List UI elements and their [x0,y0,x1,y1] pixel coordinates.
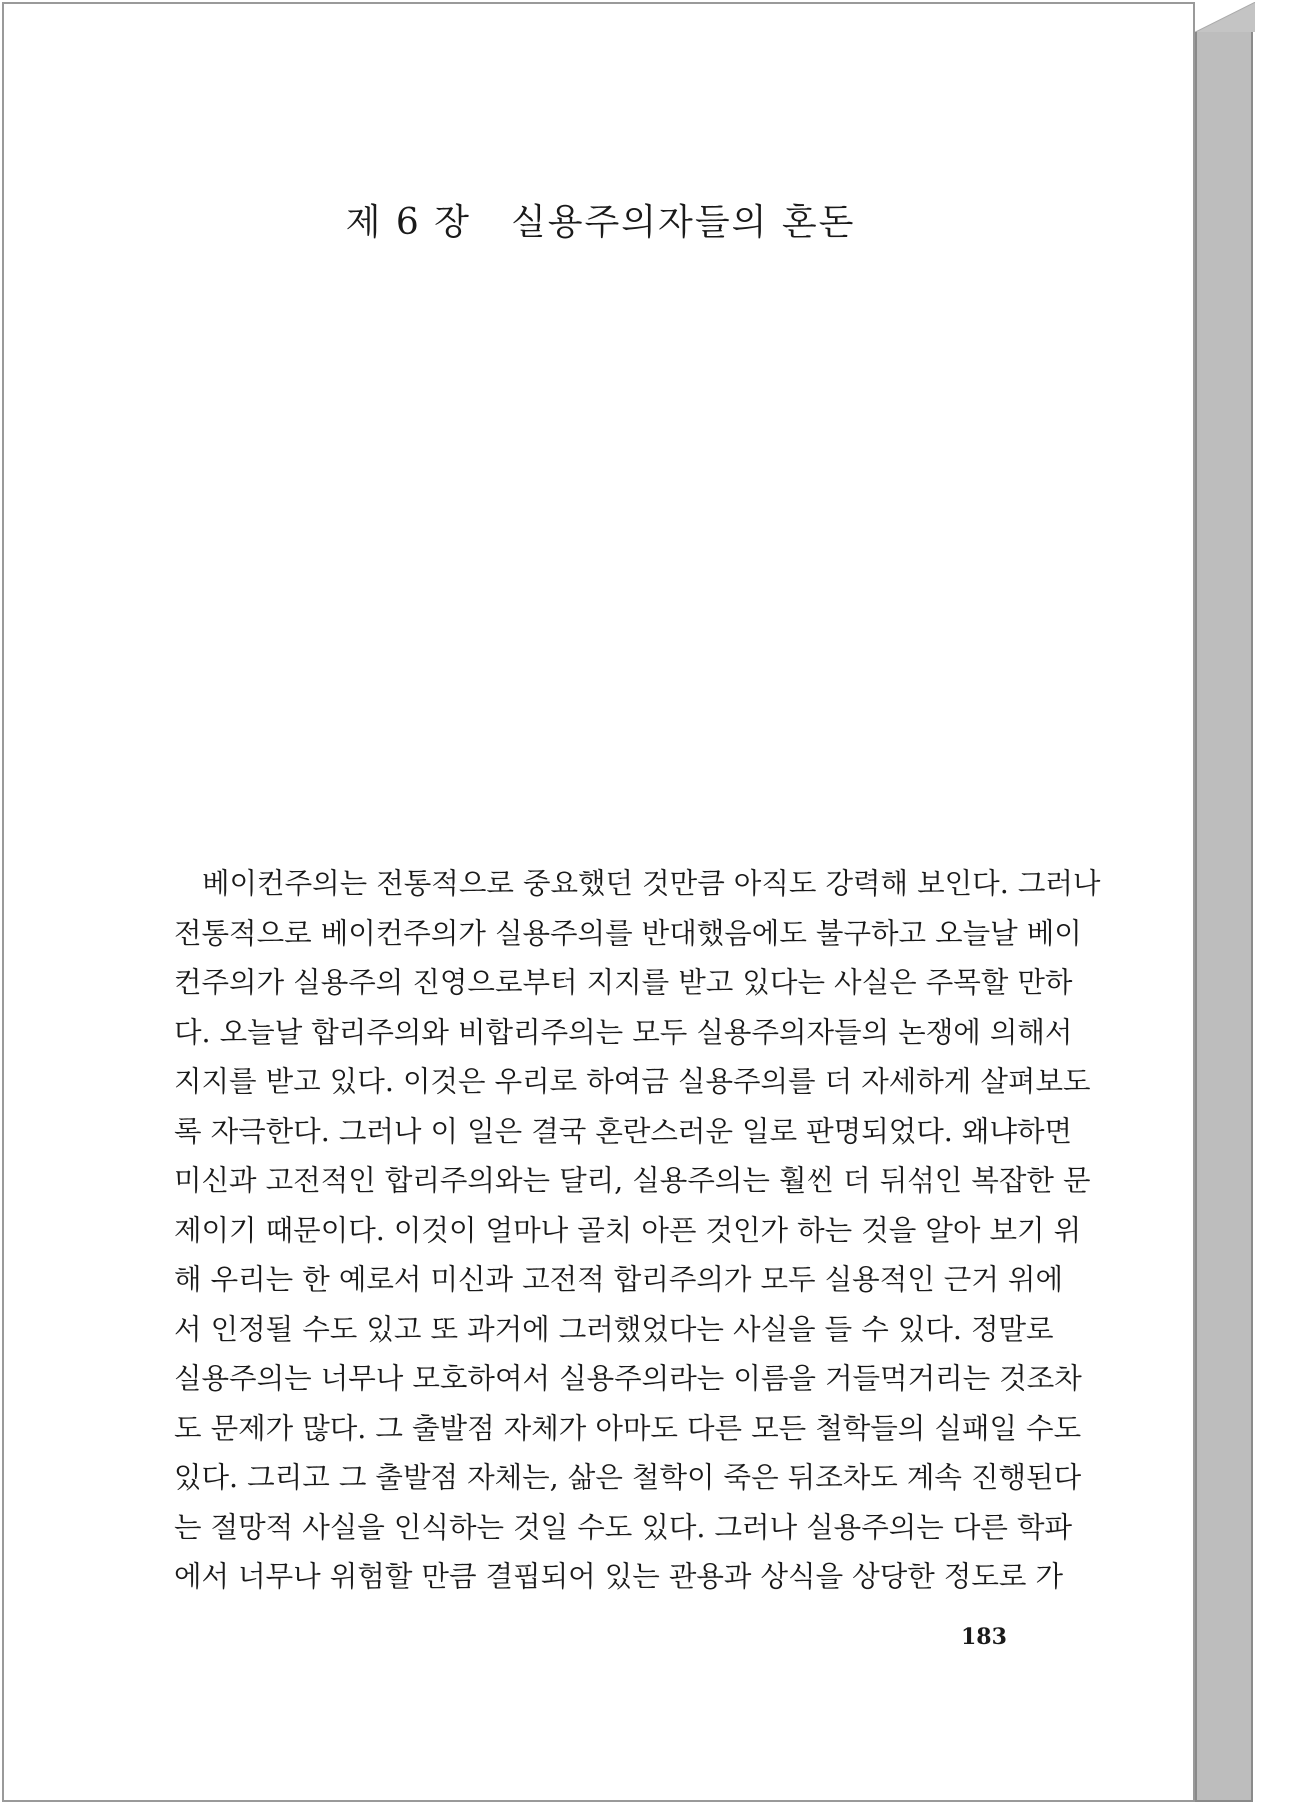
body-paragraph [174,859,1101,1602]
body-line: 실용주의는 너무나 모호하여서 실용주의라는 이름을 거들먹거리는 것조차 [174,1362,1082,1395]
body-line: 지지를 받고 있다. 이것은 우리로 하여금 실용주의를 더 자세하게 살펴보도 [174,1065,1091,1098]
body-line: 제이기 때문이다. 이것이 얼마나 골치 아픈 것인가 하는 것을 알아 보기 위 [174,1213,1082,1247]
chapter-heading [4,194,1197,245]
body-line: 서 인정될 수도 있고 또 과거에 그러했었다는 사실을 들 수 있다. 정말로 [174,1312,1054,1346]
body-line: 록 자극한다. 그러나 이 일은 결국 혼란스러운 일로 판명되었다. 왜냐하면 [174,1114,1073,1148]
chapter-title: 실용주의자들의 혼돈 [510,202,856,243]
body-line: 미신과 고전적인 합리주의와는 달리, 실용주의는 훨씬 더 뒤섞인 복잡한 문 [174,1164,1091,1197]
body-line: 는 절망적 사실을 인식하는 것일 수도 있다. 그러나 실용주의는 다른 학파 [174,1510,1073,1544]
chapter-number: 제 6 장 [345,202,471,243]
page-number: 183 [961,1624,1007,1650]
body-line: 전통적으로 베이컨주의가 실용주의를 반대했음에도 불구하고 오늘날 베이 [174,916,1082,950]
body-line: 컨주의가 실용주의 진영으로부터 지지를 받고 있다는 사실은 주목할 만하 [174,966,1073,999]
body-line: 해 우리는 한 예로서 미신과 고전적 합리주의가 모두 실용적인 근거 위에 [174,1263,1063,1296]
body-line: 도 문제가 많다. 그 출발점 자체가 아마도 다른 모든 철학들의 실패일 수도 [174,1411,1082,1445]
body-line: 베이컨주의는 전통적으로 중요했던 것만큼 아직도 강력해 보인다. 그러나 [202,867,1101,900]
document-page [2,2,1195,1802]
body-line: 다. 오늘날 합리주의와 비합리주의는 모두 실용주의자들의 논쟁에 의해서 [174,1015,1073,1049]
body-line: 있다. 그리고 그 출발점 자체는, 삶은 철학이 죽은 뒤조차도 계속 진행된다 [174,1461,1082,1494]
body-line: 에서 너무나 위험할 만큼 결핍되어 있는 관용과 상식을 상당한 정도로 가 [174,1560,1063,1593]
book-page-corner [1195,2,1255,32]
book-page-edge [1195,4,1253,1802]
